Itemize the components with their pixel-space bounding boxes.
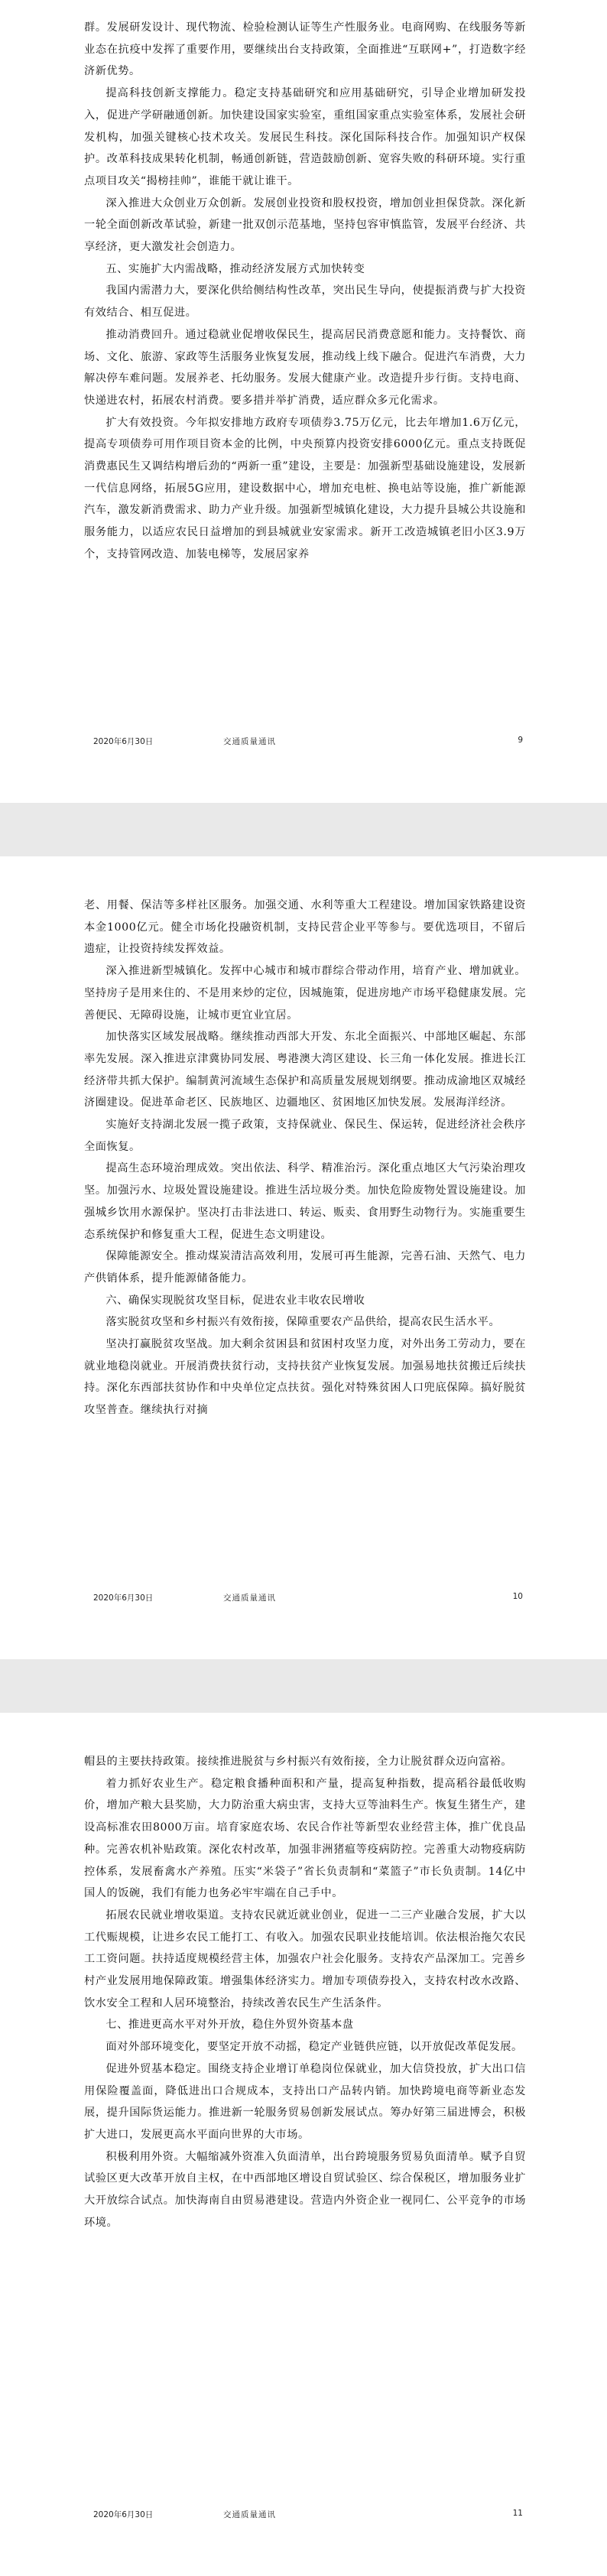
body-paragraph: 促进外贸基本稳定。围绕支持企业增订单稳岗位保就业，加大信贷投放，扩大出口信用保险覆盖面，降低进出口合规成本，支持出口产品转内销。加快跨境电商等新业态发展，提升国际货运能力。推进新一轮服务贸易创新发展试点。筹办好第三届进博会，积极扩大进口，发展更高水平面向世界的大市场。 (84, 2062, 526, 2141)
body-paragraph: 深入推进新型城镇化。发挥中心城市和城市群综合带动作用，培育产业、增加就业。坚持房子是用来住的、不是用来炒的定位，因城施策，促进房地产市场平稳健康发展。完善便民、无障碍设施，让城市更宜业宜居。 (84, 965, 526, 1022)
body-paragraph: 面对外部环境变化，要坚定开放不动摇，稳定产业链供应链，以开放促改革促发展。 (105, 2041, 523, 2054)
footer-publication: 交通质量通讯 (223, 1593, 276, 1603)
page-number: 9 (518, 736, 523, 745)
section-heading: 六、确保实现脱贫攻坚目标，促进农业丰收农民增收 (105, 1294, 365, 1307)
footer-date: 2020年6月30日 (93, 2510, 154, 2519)
body-paragraph: 落实脱贫攻坚和乡村振兴有效衔接，保障重要农产品供给，提高农民生活水平。 (105, 1316, 501, 1329)
footer-date: 2020年6月30日 (93, 737, 154, 746)
page-number: 11 (512, 2509, 523, 2518)
body-paragraph: 实施好支持湖北发展一揽子政策，支持保就业、保民生、保运转，促进经济社会秩序全面恢复。 (84, 1119, 526, 1153)
document-page-10 (0, 856, 607, 1659)
body-paragraph: 帽县的主要扶持政策。接续推进脱贫与乡村振兴有效衔接，全力让脱贫群众迈向富裕。 (84, 1756, 513, 1768)
body-paragraph: 深入推进大众创业万众创新。发展创业投资和股权投资，增加创业担保贷款。深化新一轮全面创新改革试验，新建一批双创示范基地，坚持包容审慎监管，发展平台经济、共享经济，更大激发社会创造力。 (84, 197, 526, 254)
body-paragraph: 加快落实区域发展战略。继续推动西部大开发、东北全面振兴、中部地区崛起、东部率先发展。深入推进京津冀协同发展、粤港澳大湾区建设、长三角一体化发展。推进长江经济带共抓大保护。编制黄河流域生态保护和高质量发展规划纲要。推动成渝地区双城经济圈建设。促进革命老区、民族地区、边疆地区、贫困地区加快发展。发展海洋经济。 (84, 1031, 526, 1109)
body-paragraph: 我国内需潜力大，要深化供给侧结构性改革，突出民生导向，使提振消费与扩大投资有效结合、相互促进。 (84, 284, 526, 320)
page-number: 10 (512, 1592, 523, 1601)
page-footer (93, 1592, 523, 1607)
body-paragraph: 坚决打赢脱贫攻坚战。加大剩余贫困县和贫困村攻坚力度，对外出务工劳动力，要在就业地稳岗就业。开展消费扶贫行动，支持扶贫产业恢复发展。加强易地扶贫搬迁后续扶持。深化东西部扶贫协作和中央单位定点扶贫。强化对特殊贫困人口兜底保障。搞好脱贫攻坚普查。继续执行对摘 (84, 1338, 526, 1417)
footer-publication: 交通质量通讯 (223, 2510, 276, 2519)
document-page-9 (0, 0, 607, 803)
body-paragraph: 积极利用外资。大幅缩减外资准入负面清单，出台跨境服务贸易负面清单。赋予自贸试验区更大改革开放自主权，在中西部地区增设自贸试验区、综合保税区，增加服务业扩大开放综合试点。加快海南自由贸易港建设。营造内外资企业一视同仁、公平竞争的市场环境。 (84, 2150, 526, 2229)
body-paragraph: 着力抓好农业生产。稳定粮食播种面积和产量，提高复种指数，提高稻谷最低收购价，增加产粮大县奖励，大力防治重大病虫害，支持大豆等油料生产。恢复生猪生产，建设高标准农田8000万亩。培育家庭农场、农民合作社等新型农业经营主体，推广优良品种。完善农机补贴政策。深化农村改革，加强非洲猪瘟等疫病防控。完善重大动物疫病防控体系，发展畜禽水产养殖。压实“米袋子”省长负责制和“菜篮子”市长负责制。14亿中国人的饭碗，我们有能力也务必牢牢端在自己手中。 (84, 1777, 526, 1900)
body-paragraph: 保障能源安全。推动煤炭清洁高效利用，发展可再生能源，完善石油、天然气、电力产供销体系，提升能源储备能力。 (84, 1250, 526, 1285)
body-paragraph: 提高科技创新支撑能力。稳定支持基础研究和应用基础研究，引导企业增加研发投入，促进产学研融通创新。加快建设国家实验室，重组国家重点实验室体系，发展社会研发机构，加强关键核心技术攻关。发展民生科技。深化国际科技合作。加强知识产权保护。改革科技成果转化机制，畅通创新链，营造鼓励创新、宽容失败的科研环境。实行重点项目攻关“揭榜挂帅”，谁能干就让谁干。 (84, 87, 526, 187)
page-footer (93, 736, 523, 751)
footer-date: 2020年6月30日 (93, 1593, 154, 1603)
body-paragraph: 提高生态环境治理成效。突出依法、科学、精准治污。深化重点地区大气污染治理攻坚。加强污水、垃圾处置设施建设。推进生活垃圾分类。加快危险废物处置设施建设。加强城乡饮用水源保护。坚决打击非法进口、转运、贩卖、食用野生动物行为。实施重要生态系统保护和修复重大工程，促进生态文明建设。 (84, 1162, 526, 1241)
page-footer (93, 2509, 523, 2524)
section-heading: 五、实施扩大内需战略，推动经济发展方式加快转变 (105, 262, 365, 275)
document-page-11 (0, 1713, 607, 2576)
body-paragraph: 推动消费回升。通过稳就业促增收保民生，提高居民消费意愿和能力。支持餐饮、商场、文化、旅游、家政等生活服务业恢复发展，推动线上线下融合。促进汽车消费，大力解决停车难问题。发展养老、托幼服务。发展大健康产业。改造提升步行街。支持电商、快递进农村，拓展农村消费。要多措并举扩消费，适应群众多元化需求。 (84, 328, 526, 407)
body-paragraph: 老、用餐、保洁等多样社区服务。加强交通、水利等重大工程建设。增加国家铁路建设资本金1000亿元。健全市场化投融资机制，支持民营企业平等参与。要优选项目，不留后遗症，让投资持续发挥效益。 (84, 899, 526, 956)
body-paragraph: 拓展农民就业增收渠道。支持农民就近就业创业，促进一二三产业融合发展，扩大以工代赈规模，让进乡农民工能打工、有收入。加强农民职业技能培训。依法根治拖欠农民工工资问题。扶持适度规模经营主体，加强农户社会化服务。支持农产品深加工。完善乡村产业发展用地保障政策。增强集体经济实力。增加专项债券投入，支持农村改水改路、饮水安全工程和人居环境整治，持续改善农民生产生活条件。 (84, 1908, 526, 2009)
section-heading: 七、推进更高水平对外开放，稳住外贸外资基本盘 (105, 2019, 354, 2032)
body-paragraph: 群。发展研发设计、现代物流、检验检测认证等生产性服务业。电商网购、在线服务等新业态在抗疫中发挥了重要作用，要继续出台支持政策，全面推进“互联网+”，打造数字经济新优势。 (84, 21, 526, 78)
footer-publication: 交通质量通讯 (223, 737, 276, 746)
body-paragraph: 扩大有效投资。今年拟安排地方政府专项债券3.75万亿元，比去年增加1.6万亿元，提高专项债券可用作项目资本金的比例，中央预算内投资安排6000亿元。重点支持既促消费惠民生又调结构增后劲的“两新一重”建设，主要是：加强新型基础设施建设，发展新一代信息网络，拓展5G应用，建设数据中心，增加充电桩、换电站等设施，推广新能源汽车，激发新消费需求、助力产业升级。加强新型城镇化建设，大力提升县城公共设施和服务能力，以适应农民日益增加的到县城就业安家需求。新开工改造城镇老旧小区3.9万个，支持管网改造、加装电梯等，发展居家养 (84, 416, 526, 560)
